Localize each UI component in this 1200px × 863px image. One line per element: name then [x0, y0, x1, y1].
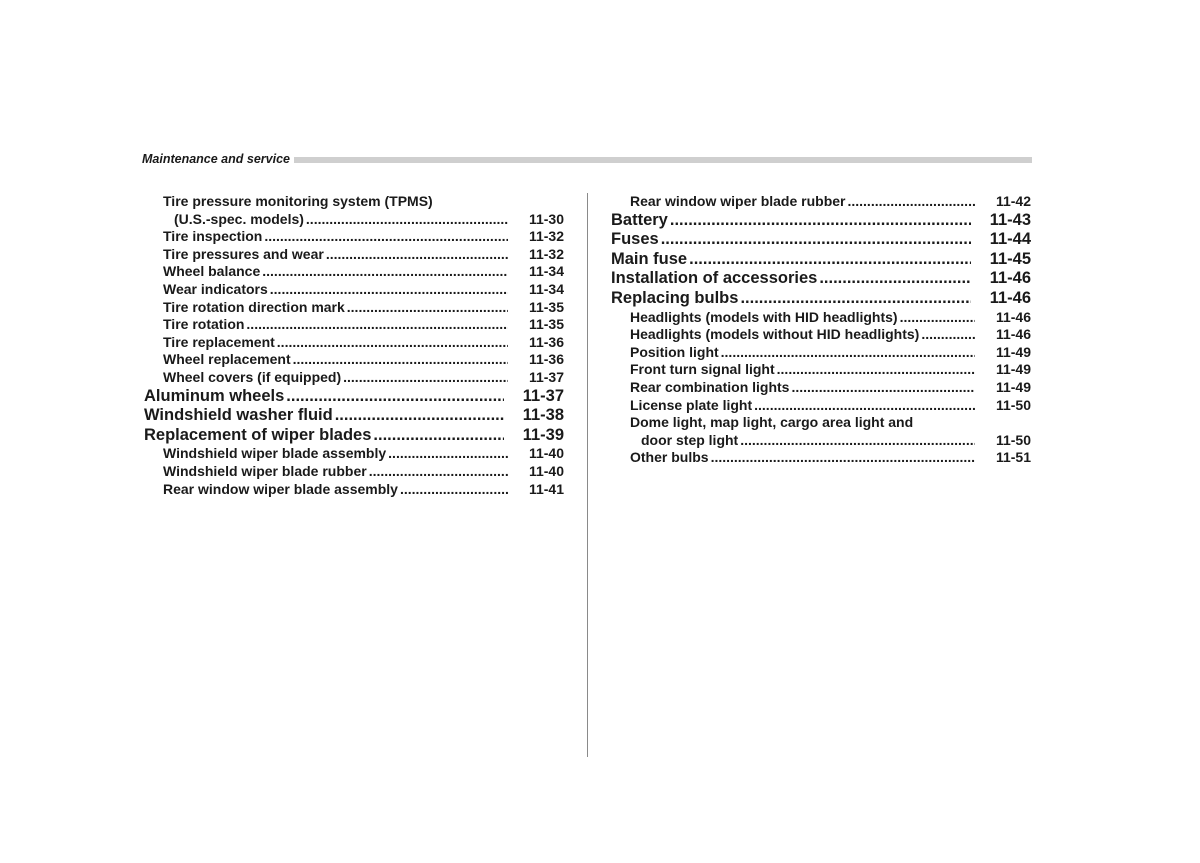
- toc-entry-sub[interactable]: [144, 351, 564, 369]
- toc-entry-page-number: 11-35: [528, 298, 564, 315]
- dot-leader: [277, 334, 508, 352]
- toc-entry-page-number: 11-37: [528, 368, 564, 385]
- toc-entry-page-number: 11-49: [995, 378, 1031, 395]
- dot-leader: [754, 397, 975, 415]
- toc-entry-main[interactable]: [144, 426, 564, 446]
- toc-entry-page-number: 11-40: [528, 445, 564, 462]
- dot-leader: [306, 211, 508, 229]
- dot-leader: [740, 432, 975, 450]
- toc-entry-sub-continuation[interactable]: [144, 211, 564, 229]
- toc-entry-sub[interactable]: [144, 316, 564, 334]
- dot-leader: [343, 369, 508, 387]
- dot-leader: [369, 463, 508, 481]
- toc-entry-sub[interactable]: [144, 281, 564, 299]
- dot-leader: [721, 344, 975, 362]
- section-title: Maintenance and service: [142, 151, 294, 167]
- dot-leader: [711, 449, 975, 467]
- toc-entry-label: Windshield wiper blade assembly: [163, 445, 387, 462]
- toc-entry-main[interactable]: [611, 211, 1031, 231]
- toc-entry-page-number: 11-46: [989, 288, 1031, 307]
- toc-entry-page-number: 11-43: [989, 210, 1031, 229]
- dot-leader: [791, 379, 975, 397]
- toc-entry-label: Headlights (models without HID headlights): [630, 326, 920, 343]
- dot-leader: [335, 406, 504, 426]
- toc-entry-label: Tire pressures and wear: [163, 245, 324, 262]
- toc-entry-sub[interactable]: [144, 369, 564, 387]
- toc-entry-sub[interactable]: [611, 361, 1031, 379]
- toc-entry-label: Headlights (models with HID headlights): [630, 308, 898, 325]
- toc-entry-label: Tire rotation direction mark: [163, 298, 345, 315]
- toc-entry-page-number: 11-39: [522, 425, 564, 444]
- toc-left-column: [144, 193, 564, 498]
- toc-entry-page-number: 11-32: [528, 245, 564, 262]
- dot-leader: [270, 281, 508, 299]
- dot-leader: [670, 211, 971, 231]
- toc-entry-sub-heading[interactable]: [611, 414, 1031, 432]
- toc-entry-label: Dome light, map light, cargo area light and: [630, 414, 914, 431]
- toc-entry-label: Wheel balance: [163, 263, 261, 280]
- toc-entry-label: Windshield washer fluid: [144, 406, 333, 425]
- toc-entry-sub-continuation[interactable]: [611, 432, 1031, 450]
- toc-entry-page-number: 11-49: [995, 343, 1031, 360]
- toc-entry-sub[interactable]: [611, 193, 1031, 211]
- toc-entry-sub[interactable]: [144, 246, 564, 264]
- toc-entry-label: Replacement of wiper blades: [144, 425, 372, 444]
- toc-entry-page-number: 11-51: [995, 449, 1031, 466]
- dot-leader: [326, 246, 508, 264]
- toc-entry-sub[interactable]: [144, 228, 564, 246]
- toc-entry-main[interactable]: [611, 250, 1031, 270]
- toc-entry-page-number: 11-40: [528, 462, 564, 479]
- dot-leader: [689, 250, 971, 270]
- toc-entry-label: Main fuse: [611, 249, 688, 268]
- toc-entry-sub[interactable]: [144, 263, 564, 281]
- toc-entry-label: Rear window wiper blade assembly: [163, 480, 398, 497]
- toc-entry-page-number: 11-50: [995, 396, 1031, 413]
- toc-entry-page-number: 11-36: [528, 351, 564, 368]
- toc-entry-label: License plate light: [630, 396, 753, 413]
- toc-entry-page-number: 11-35: [528, 316, 564, 333]
- dot-leader: [777, 361, 975, 379]
- dot-leader: [388, 445, 508, 463]
- toc-entry-sub[interactable]: [144, 445, 564, 463]
- toc-entry-main[interactable]: [611, 269, 1031, 289]
- toc-entry-page-number: 11-49: [995, 361, 1031, 378]
- toc-entry-sub[interactable]: [611, 309, 1031, 327]
- toc-entry-label: Windshield wiper blade rubber: [163, 462, 367, 479]
- toc-entry-sub[interactable]: [611, 379, 1031, 397]
- toc-entry-main[interactable]: [144, 387, 564, 407]
- toc-entry-label: Tire inspection: [163, 228, 263, 245]
- toc-entry-sub[interactable]: [611, 397, 1031, 415]
- toc-entry-label: Wheel replacement: [163, 351, 291, 368]
- dot-leader: [347, 299, 508, 317]
- dot-leader: [819, 269, 971, 289]
- toc-right-column: [611, 193, 1031, 467]
- toc-entry-label: Front turn signal light: [630, 361, 775, 378]
- toc-entry-page-number: 11-36: [528, 333, 564, 350]
- toc-entry-label: Battery: [611, 210, 668, 229]
- column-divider: [587, 193, 588, 757]
- toc-entry-main[interactable]: [144, 406, 564, 426]
- dot-leader: [286, 387, 504, 407]
- toc-entry-label: Tire pressure monitoring system (TPMS): [163, 193, 433, 209]
- toc-entry-page-number: 11-34: [528, 280, 564, 297]
- toc-entry-label: door step light: [641, 431, 739, 448]
- toc-entry-page-number: 11-37: [522, 386, 564, 405]
- toc-entry-page-number: 11-44: [989, 230, 1031, 249]
- toc-entry-label: Replacing bulbs: [611, 288, 739, 307]
- toc-entry-sub[interactable]: [611, 344, 1031, 362]
- toc-entry-page-number: 11-46: [989, 269, 1031, 288]
- toc-entry-label: Rear combination lights: [630, 378, 790, 395]
- toc-entry-page-number: 11-38: [522, 406, 564, 425]
- dot-leader: [900, 309, 975, 327]
- toc-entry-main[interactable]: [611, 230, 1031, 250]
- dot-leader: [661, 230, 971, 250]
- toc-entry-label: Position light: [630, 343, 719, 360]
- toc-entry-sub[interactable]: [611, 449, 1031, 467]
- toc-entry-label: Installation of accessories: [611, 269, 818, 288]
- toc-entry-main[interactable]: [611, 289, 1031, 309]
- dot-leader: [262, 263, 508, 281]
- toc-entry-sub[interactable]: [144, 481, 564, 499]
- toc-entry-page-number: 11-46: [995, 326, 1031, 343]
- toc-entry-label: Wear indicators: [163, 280, 268, 297]
- toc-entry-page-number: 11-50: [995, 431, 1031, 448]
- toc-entry-label: Rear window wiper blade rubber: [630, 193, 846, 209]
- dot-leader: [264, 228, 508, 246]
- toc-entry-sub-heading[interactable]: [144, 193, 564, 211]
- toc-entry-label: Fuses: [611, 230, 659, 249]
- dot-leader: [400, 481, 508, 499]
- dot-leader: [246, 316, 508, 334]
- toc-entry-label: Tire rotation: [163, 316, 245, 333]
- toc-entry-label: Aluminum wheels: [144, 386, 285, 405]
- toc-entry-sub[interactable]: [144, 463, 564, 481]
- toc-entry-page-number: 11-42: [995, 193, 1031, 209]
- dot-leader: [373, 426, 504, 446]
- toc-entry-page-number: 11-41: [528, 480, 564, 497]
- dot-leader: [293, 351, 508, 369]
- toc-entry-sub[interactable]: [144, 334, 564, 352]
- toc-entry-page-number: 11-32: [528, 228, 564, 245]
- dot-leader: [847, 193, 975, 211]
- toc-entry-page-number: 11-34: [528, 263, 564, 280]
- dot-leader: [921, 326, 975, 344]
- toc-entry-page-number: 11-30: [528, 210, 564, 227]
- dot-leader: [740, 289, 971, 309]
- toc-entry-label: Tire replacement: [163, 333, 275, 350]
- toc-entry-label: (U.S.-spec. models): [174, 210, 304, 227]
- toc-entry-sub[interactable]: [611, 326, 1031, 344]
- toc-entry-label: Other bulbs: [630, 449, 709, 466]
- toc-entry-label: Wheel covers (if equipped): [163, 368, 342, 385]
- toc-entry-sub[interactable]: [144, 299, 564, 317]
- toc-entry-page-number: 11-46: [995, 308, 1031, 325]
- toc-entry-page-number: 11-45: [989, 249, 1031, 268]
